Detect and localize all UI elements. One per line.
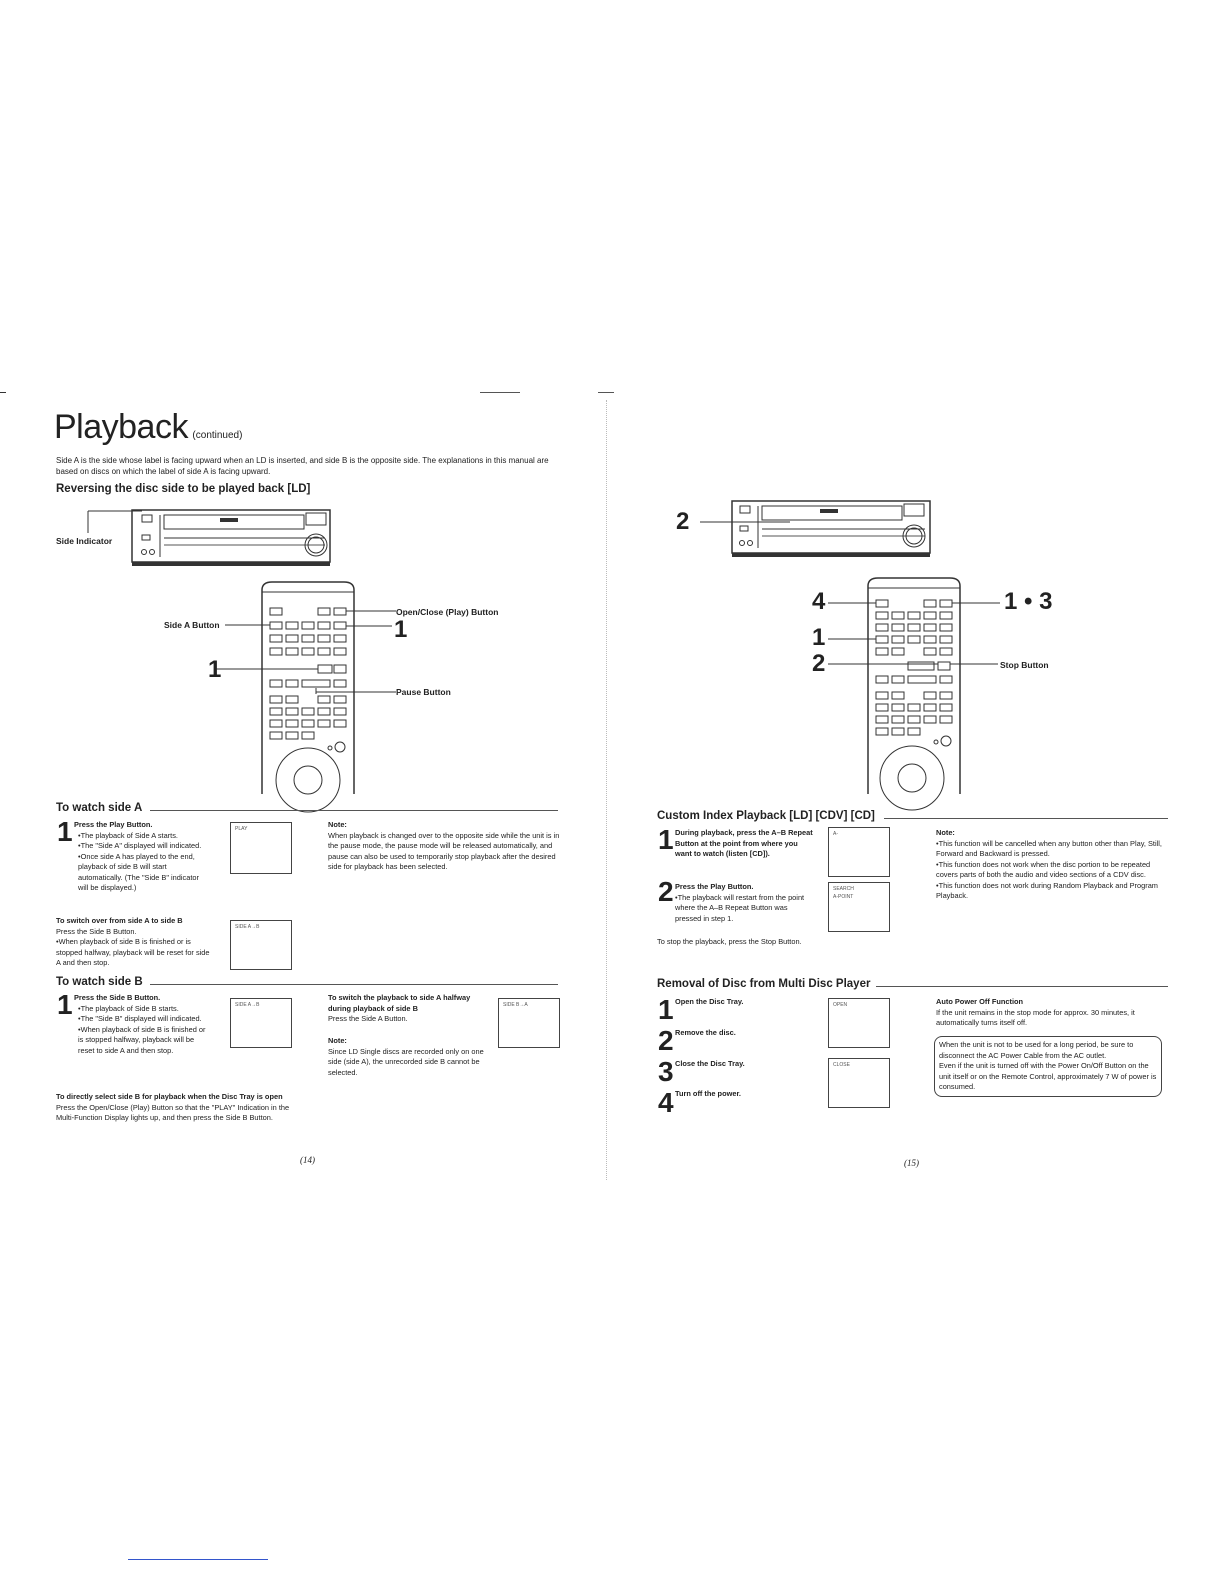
callout-1-right: 1 [394,616,408,643]
watch-b-display [230,998,292,1048]
power-warning-box [934,1036,1162,1097]
callout-1-right-remote: 1 [812,624,826,651]
watch-b-step-body [74,993,211,1056]
watch-a-bullet-3: •Once side A has played to the end, playback of side B will start automatically. (The "Side B" indicator will be displayed.) [78,851,199,892]
page-title-block [54,408,242,447]
switch-a-to-b-text-2: •When playback of side B is finished or is stopped halfway, playback will be reset for side A and then stop. [56,937,210,967]
custom-index-rule [884,818,1168,819]
bottom-link-rule [128,1559,268,1560]
remote-illustration-left [260,580,360,795]
switch-b-to-a-title: To switch the playback to side A halfway during playback of side B [328,993,471,1013]
custom-note-3: •This function does not work during Random Playback and Program Playback. [936,880,1158,900]
page-title-suffix: (continued) [192,430,243,441]
watch-a-note-title: Note: [328,820,347,829]
top-rule-right [598,392,614,393]
switch-b-to-a [328,993,484,1025]
removal-step3-text: Close the Disc Tray. [675,1059,745,1068]
custom-step2-number: 2 [658,876,674,907]
callout-2-right-remote: 2 [812,650,826,677]
removal-step4-number: 4 [658,1087,674,1118]
removal-heading: Removal of Disc from Multi Disc Player [657,978,871,990]
custom-step2-body [675,882,815,924]
removal-step2-text: Remove the disc. [675,1028,736,1037]
removal-display-open-text: OPEN [833,1002,848,1008]
custom-index-heading: Custom Index Playback [LD] [CDV] [CD] [657,810,875,822]
switch-b-to-a-text: Press the Side A Button. [328,1014,408,1023]
watch-a-bullet-2: •The "Side A" displayed will indicated. [78,841,202,850]
custom-note-title: Note: [936,828,955,837]
custom-display-search-line2: A-POINT [833,894,854,900]
page-gutter [606,400,607,1180]
auto-power-off [936,997,1168,1029]
watch-a-step-title: Press the Play Button. [74,820,153,829]
removal-step1-text: Open the Disc Tray. [675,997,744,1006]
watch-a-note [328,820,560,873]
direct-select-title: To directly select side B for playback when the Disc Tray is open [56,1092,283,1101]
watch-side-a-rule [150,810,558,811]
custom-display-a [828,827,890,877]
side-indicator-label: Side Indicator [56,536,113,546]
watch-b-step-number: 1 [57,989,73,1020]
watch-b-note-title: Note: [328,1036,347,1045]
custom-display-search [828,882,890,932]
custom-note-2: •This function does not work when the disc portion to be repeated covers parts of both the audio and video sections of a CDV disc. [936,859,1151,879]
watch-a-step-number: 1 [57,816,73,847]
callout-4-right: 4 [812,588,826,615]
auto-power-off-text: If the unit remains in the stop mode for approx. 30 minutes, it automatically turns itself off. [936,1007,1135,1027]
switch-a-to-b [56,916,212,969]
custom-display-a-text: A- [833,831,838,837]
stop-button-label: Stop Button [1000,660,1049,670]
watch-a-display-play-text: PLAY [235,826,248,832]
auto-power-off-title: Auto Power Off Function [936,997,1024,1006]
callout-2-player: 2 [676,508,690,535]
watch-a-note-text: When playback is changed over to the opposite side while the unit is in the pause mode, the pause mode will be released automatically, and pause can also be used to temporarily stop playback after the desired side for playback has been selected. [328,830,560,871]
player-illustration-right [690,496,940,566]
callout-1-left: 1 [208,656,222,683]
switch-b-to-a-display-text: SIDE B→A [503,1002,528,1008]
switch-a-to-b-text-1: Press the Side B Button. [56,926,137,936]
removal-step1-number: 1 [658,994,674,1025]
watch-side-b-rule [150,984,558,985]
removal-step2-number: 2 [658,1025,674,1056]
pause-button-label: Pause Button [396,687,451,697]
top-rule-mid [480,392,520,393]
watch-b-display-text: SIDE A→B [235,1002,260,1008]
watch-b-bullet-3: •When playback of side B is finished or is stopped halfway, playback will be reset to side A and then stop. [78,1024,206,1055]
removal-display-open [828,998,890,1048]
section-heading-reverse: Reversing the disc side to be played back [LD] [56,483,311,495]
direct-select-text: Press the Open/Close (Play) Button so that the "PLAY" Indication in the Multi-Function Display lights up, and then press the Side B Button. [56,1102,290,1122]
watch-b-note [328,1036,484,1078]
switch-b-to-a-display [498,998,560,1048]
removal-display-close-text: CLOSE [833,1062,850,1068]
watch-a-step-body [74,820,211,894]
watch-b-note-text: Since LD Single discs are recorded only on one side (side A), the unrecorded side B cannot be selected. [328,1046,484,1077]
custom-step1-text: During playback, press the A–B Repeat Button at the point from where you want to watch (listen [CD]). [675,828,813,858]
removal-rule [876,986,1168,987]
open-close-button-label: Open/Close (Play) Button [396,607,499,617]
watch-b-step-title: Press the Side B Button. [74,993,161,1002]
watch-a-bullet-1: •The playback of Side A starts. [78,830,178,840]
direct-select-side-b [56,1092,292,1124]
page-title: Playback [54,408,188,446]
watch-a-display-play [230,822,292,874]
remote-illustration-right [866,576,966,796]
watch-side-b-heading: To watch side B [56,976,143,988]
removal-display-close [828,1058,890,1108]
page-number-right: (15) [904,1158,919,1168]
page-number-left: (14) [300,1155,315,1165]
side-a-button-label: Side A Button [164,620,220,630]
switch-a-to-b-display [230,920,292,970]
callout-1-3-right: 1 • 3 [1004,588,1053,615]
power-warning-text-1: When the unit is not to be used for a long period, be sure to disconnect the AC Power Cable from the AC outlet. [939,1040,1134,1060]
watch-b-bullet-1: •The playback of Side B starts. [78,1003,179,1013]
removal-step4-text: Turn off the power. [675,1089,741,1098]
custom-step1-number: 1 [658,824,674,855]
intro-text: Side A is the side whose label is facing upward when an LD is inserted, and side B is the opposite side. The explanations in this manual are based on discs on which the label of side A is facing upward. [56,456,549,476]
custom-step2-title: Press the Play Button. [675,882,754,891]
custom-note-1: •This function will be cancelled when any button other than Play, Still, Forward and Backward is pressed. [936,838,1162,858]
watch-b-bullet-2: •The "Side B" displayed will indicated. [78,1014,202,1023]
custom-display-search-line1: SEARCH [833,886,854,892]
top-rule-left [0,392,6,393]
switch-a-to-b-title: To switch over from side A to side B [56,916,183,925]
custom-step2-text: •The playback will restart from the point where the A–B Repeat Button was pressed in step 1. [675,892,805,923]
watch-side-a-heading: To watch side A [56,802,143,814]
switch-a-to-b-display-text: SIDE A→B [235,924,260,930]
custom-stop-text: To stop the playback, press the Stop Button. [657,937,802,946]
power-warning-text-2: Even if the unit is turned off with the Power On/Off Button on the unit itself or on the Remote Control, approximately 7 W of power is consumed. [939,1061,1157,1091]
custom-note [936,828,1168,902]
removal-step3-number: 3 [658,1056,674,1087]
